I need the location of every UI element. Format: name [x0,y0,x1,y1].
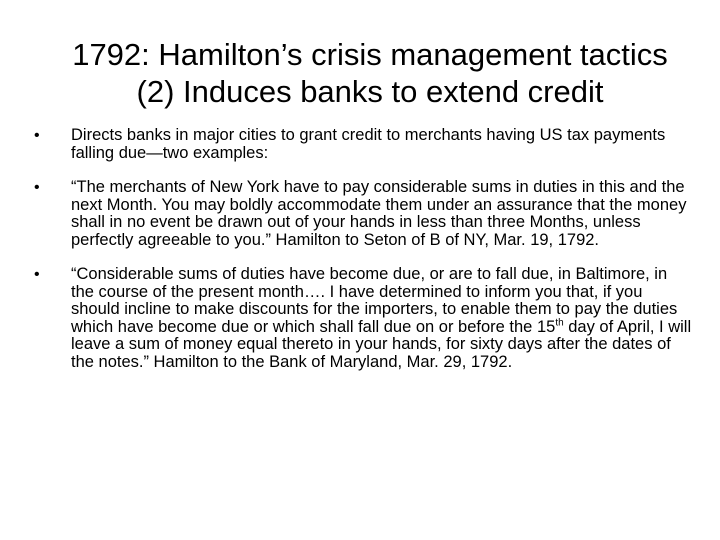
slide-title [30,36,710,110]
bullet-text-2: “The merchants of New York have to pay considerable sums in duties in this and the next Month. You may boldly accommodate them under an assurance that the money shall in no event be drawn out of your hands in less than three Months, unless perfectly agreeable to you.” Hamilton to Seton of B of NY, Mar. 19, 1792. [71,178,687,249]
bullet-text-3-part-1: “Considerable sums of duties have become due, or are to fall due, in Baltimore, in the course of the present month…. I have determined to inform you that, if you should incline to make discounts for the importers, to enable them to pay the duties which have become due or which shall fall due on or before the 15 [71,265,678,336]
title-line-2: (2) Induces banks to extend credit [136,74,604,109]
bullet-icon: • [34,266,40,283]
bullet-icon: • [34,179,40,196]
bullet-text-3-part-2: day of April, I will leave a sum of money equal thereto in your hands, for sixty days after the dates of the notes.” Hamilton to the Bank of Maryland, Mar. 29, 1792. [71,317,692,371]
title-line-1: 1792: Hamilton’s crisis management tactics [72,37,668,72]
bullet-list [34,127,694,388]
bullet-item-2 [34,179,694,249]
bullet-item-1 [34,127,694,162]
bullet-text-3 [71,266,694,371]
bullet-item-3 [34,266,694,371]
bullet-icon: • [34,127,40,144]
ordinal-suffix: th [555,317,564,328]
bullet-text-1: Directs banks in major cities to grant credit to merchants having US tax payments falling due—two examples: [71,126,666,162]
